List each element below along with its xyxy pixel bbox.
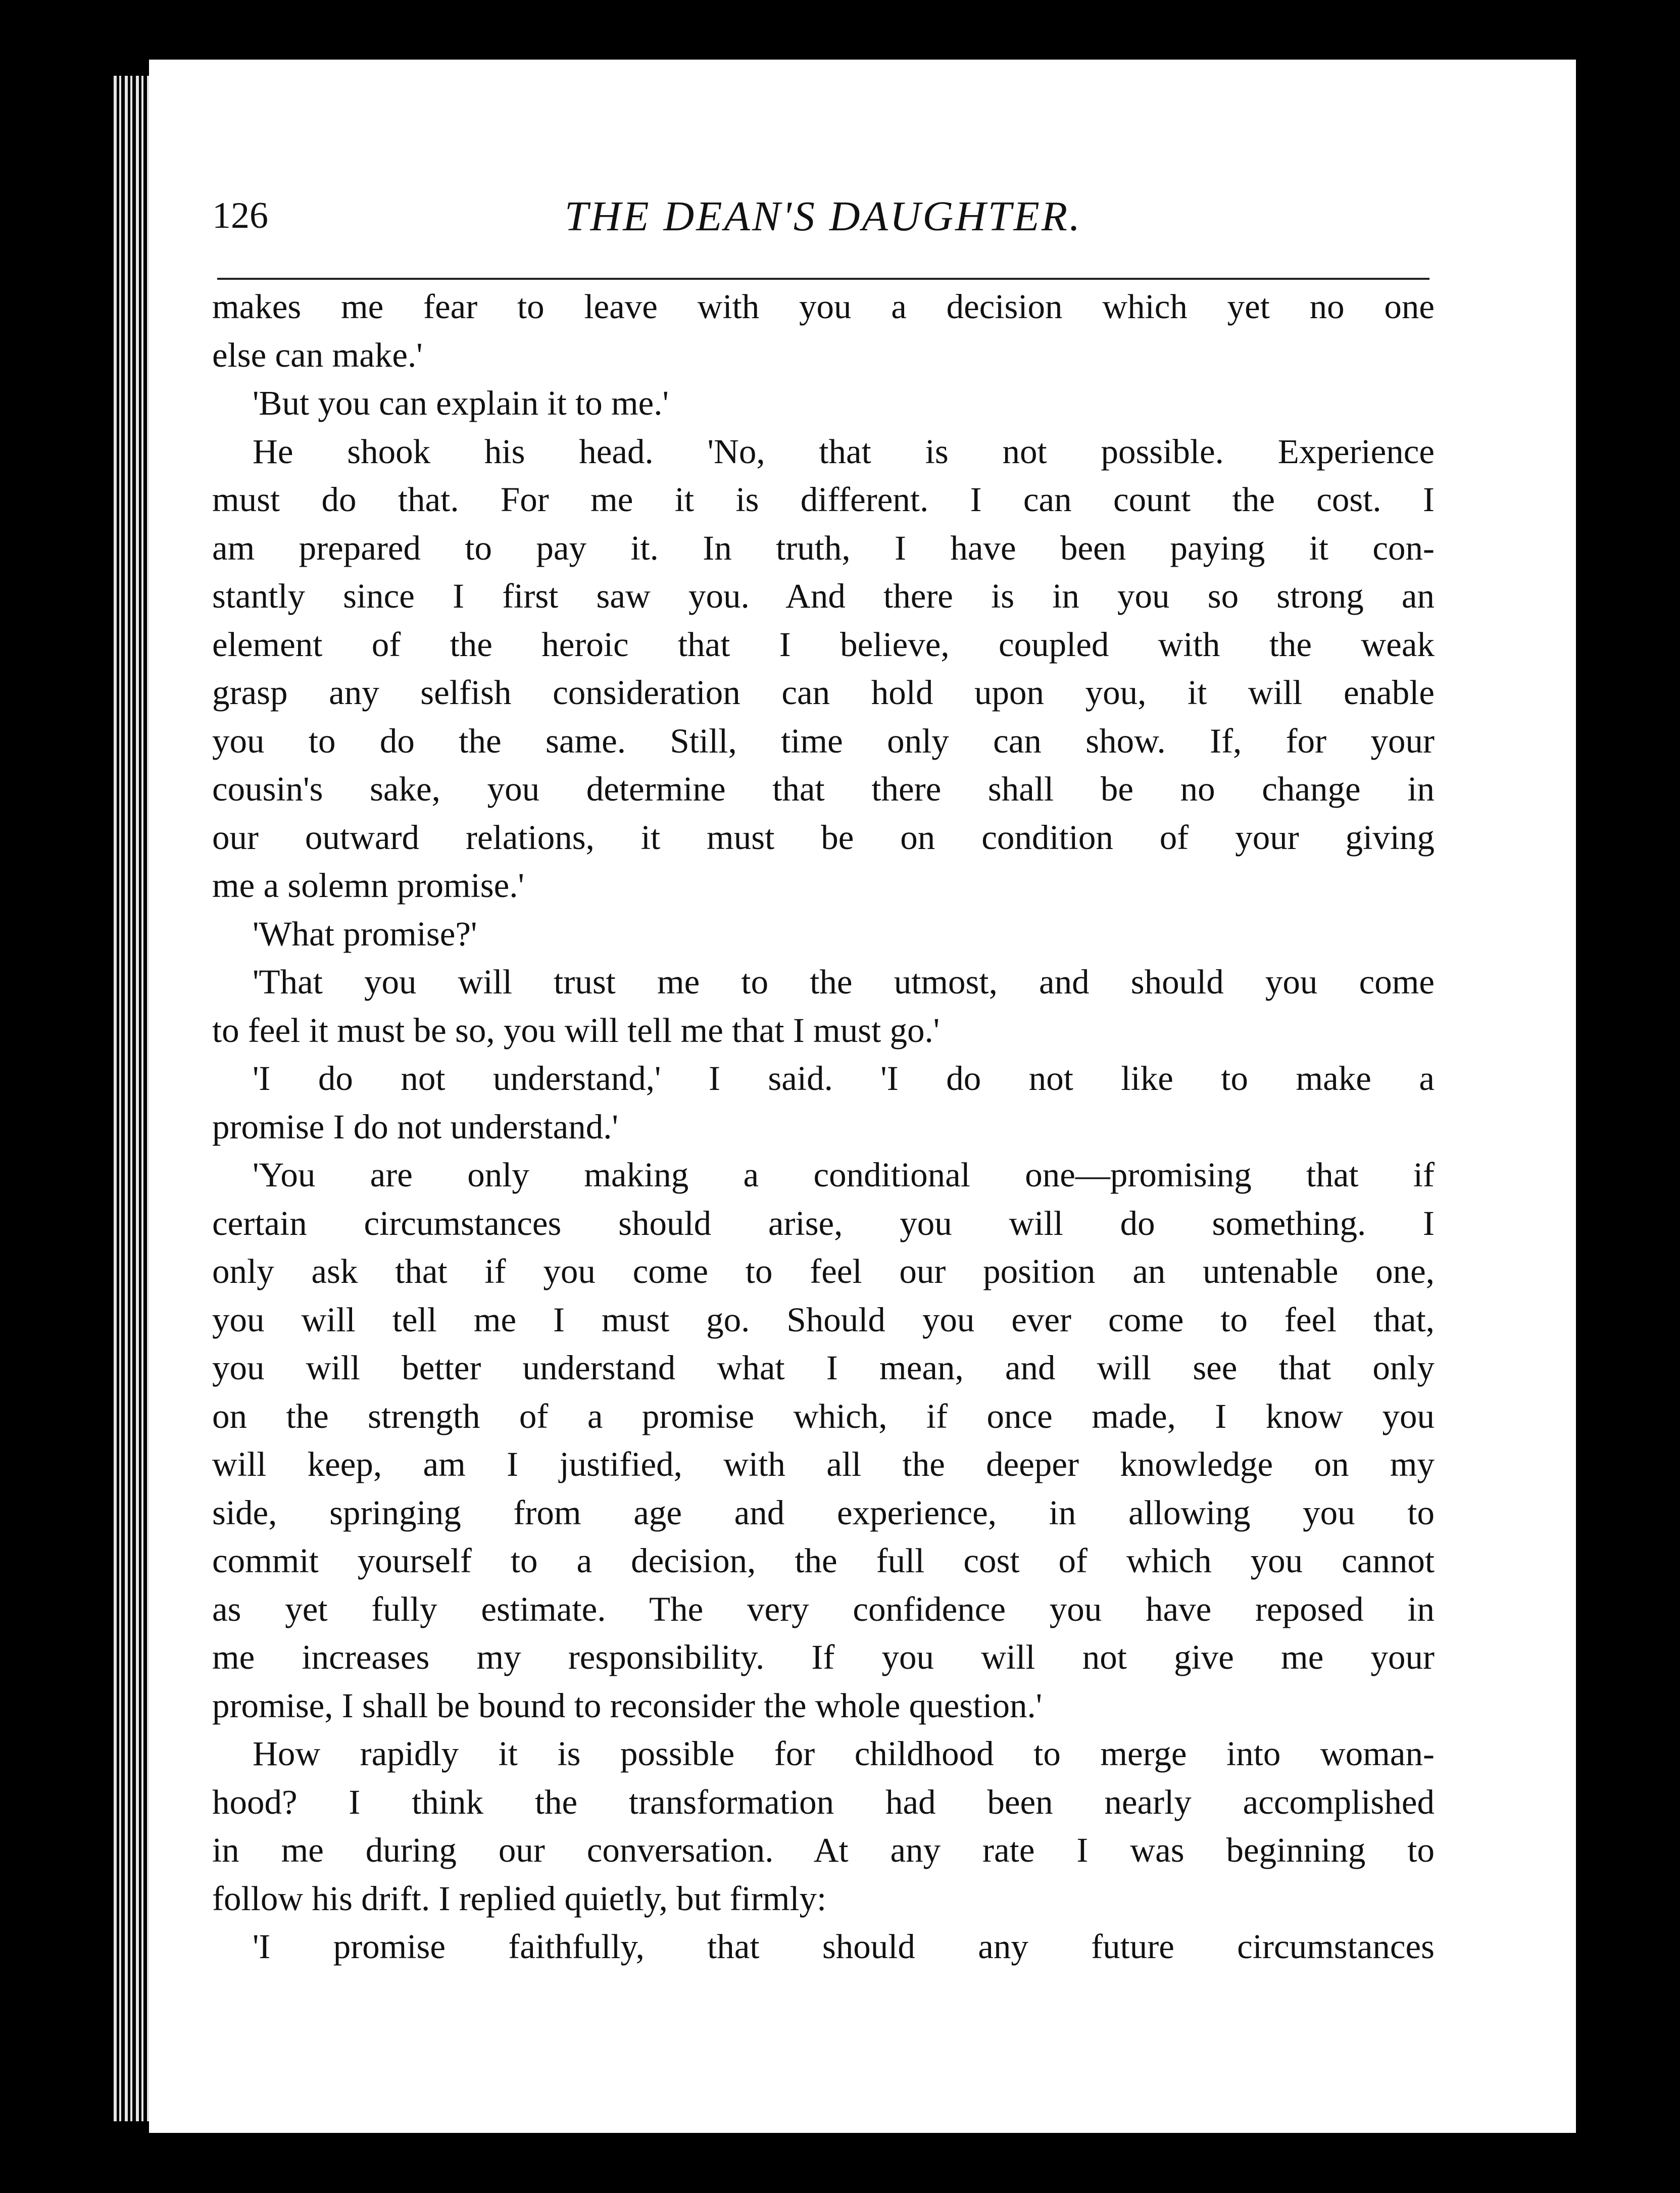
text-line: 'But you can explain it to me.' bbox=[253, 384, 669, 422]
header-rule bbox=[217, 278, 1429, 280]
body-text bbox=[212, 283, 1435, 1971]
text-line: must do that. For me it is different. I can count the cost. I bbox=[212, 480, 1435, 519]
text-line: hood? I think the transformation had been nearly accomplished bbox=[212, 1782, 1435, 1821]
text-line: makes me fear to leave with you a decision which yet no one bbox=[212, 287, 1435, 326]
text-line: on the strength of a promise which, if once made, I know you bbox=[212, 1397, 1435, 1435]
text-line: 'You are only making a conditional one—promising that if bbox=[253, 1156, 1435, 1194]
text-line: 'I do not understand,' I said. 'I do not like to make a bbox=[253, 1059, 1435, 1098]
text-line: grasp any selfish consideration can hold upon you, it will enable bbox=[212, 673, 1435, 712]
text-line: promise, I shall be bound to reconsider the whole question.' bbox=[212, 1686, 1043, 1725]
text-line: else can make.' bbox=[212, 335, 423, 374]
text-line: you will tell me I must go. Should you ever come to feel that, bbox=[212, 1300, 1435, 1339]
text-line: commit yourself to a decision, the full cost of which you cannot bbox=[212, 1541, 1435, 1580]
text-line: our outward relations, it must be on condition of your giving bbox=[212, 818, 1435, 857]
text-line: you to do the same. Still, time only can show. If, for your bbox=[212, 721, 1435, 760]
page-header bbox=[212, 152, 1435, 253]
text-line: only ask that if you come to feel our position an untenable one, bbox=[212, 1252, 1435, 1290]
text-line: me a solemn promise.' bbox=[212, 866, 524, 905]
text-line: How rapidly it is possible for childhood to merge into woman- bbox=[253, 1734, 1435, 1773]
page-number: 126 bbox=[212, 195, 268, 236]
text-line: cousin's sake, you determine that there shall be no change in bbox=[212, 770, 1435, 808]
text-line: 'What promise?' bbox=[253, 914, 477, 953]
text-line: you will better understand what I mean, and will see that only bbox=[212, 1349, 1435, 1387]
text-line: as yet fully estimate. The very confidence you have reposed in bbox=[212, 1589, 1435, 1628]
text-line: He shook his head. 'No, that is not possible. Experience bbox=[253, 432, 1435, 471]
text-line: follow his drift. I replied quietly, but firmly: bbox=[212, 1879, 827, 1918]
text-line: will keep, am I justified, with all the deeper knowledge on my bbox=[212, 1445, 1435, 1483]
text-line: certain circumstances should arise, you will do something. I bbox=[212, 1204, 1435, 1242]
text-line: side, springing from age and experience, in allowing you to bbox=[212, 1493, 1435, 1532]
text-line: in me during our conversation. At any rate I was beginning to bbox=[212, 1831, 1435, 1869]
text-line: stantly since I first saw you. And there is in you so strong an bbox=[212, 577, 1435, 615]
text-line: am prepared to pay it. In truth, I have been paying it con- bbox=[212, 528, 1435, 567]
running-title: THE DEAN'S DAUGHTER. bbox=[564, 193, 1082, 240]
text-line: element of the heroic that I believe, coupled with the weak bbox=[212, 625, 1435, 664]
text-line: promise I do not understand.' bbox=[212, 1107, 618, 1146]
text-line: me increases my responsibility. If you will not give me your bbox=[212, 1638, 1435, 1676]
text-line: 'I promise faithfully, that should any future circumstances bbox=[253, 1927, 1435, 1966]
text-line: 'That you will trust me to the utmost, and should you come bbox=[253, 963, 1435, 1001]
text-line: to feel it must be so, you will tell me that I must go.' bbox=[212, 1011, 940, 1050]
